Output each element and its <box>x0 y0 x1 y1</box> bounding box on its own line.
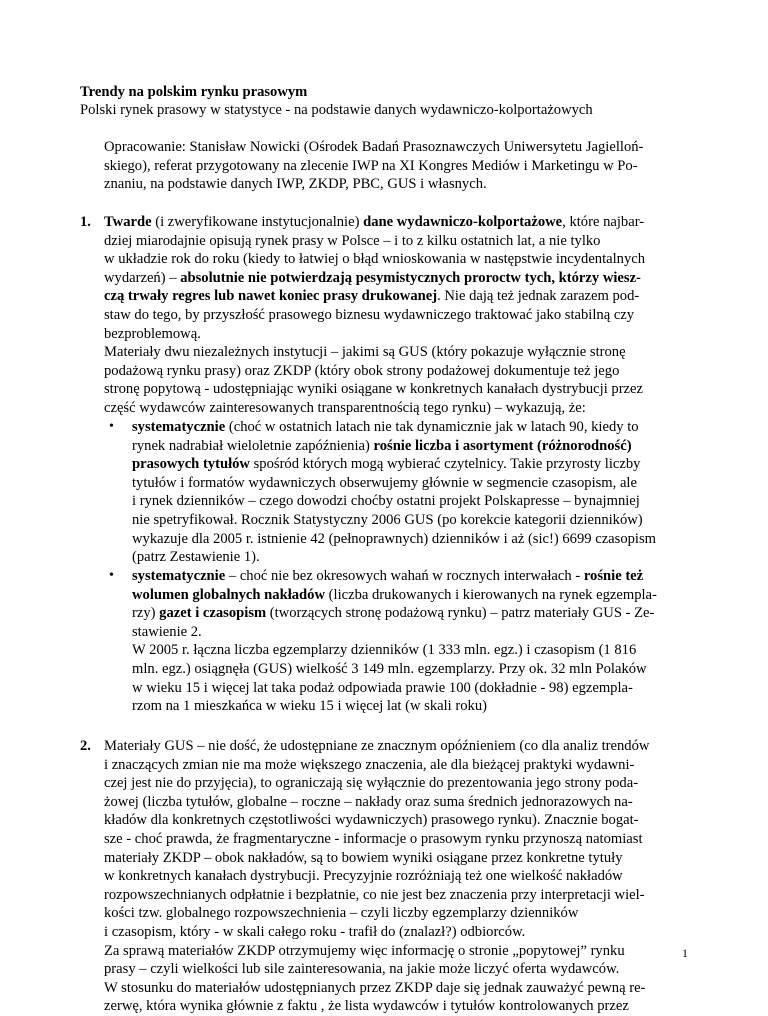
paragraph-line: sze - choć prawda, że fragmentaryczne - informacje o prasowym rynku przynoszą natomiast <box>104 830 643 847</box>
paragraph-line: Za sprawą materiałów ZKDP otrzymujemy więc informację o stronie „popytowej” rynku <box>104 942 625 959</box>
paragraph-line: dziej miarodajnie opisują rynek prasy w Polsce – i to z kilku ostatnich lat, a nie tylko <box>104 232 601 249</box>
bullet-body <box>132 418 712 567</box>
emphasis: wolumen globalnych nakładów <box>132 586 326 603</box>
paragraph-line: rozpowszechnianych odpłatnie i bezpłatnie, co nie jest bez znaczenia przy interpretacji wiel- <box>104 886 645 903</box>
bullet-line: stawienie 2. <box>132 623 202 640</box>
paragraph-line: w konkretnych kanałach dystrybucji. Precyzyjnie rozróżniają też one wielkość nakładów <box>104 868 623 885</box>
text-run: rzy) <box>132 605 160 622</box>
emphasis: rośnie też <box>583 568 644 584</box>
section-body <box>104 213 704 418</box>
bullet-icon: • <box>109 568 114 583</box>
paragraph-line: podażową rynku prasy) oraz ZKDP (który obok strony podażowej dokumentuje też jego <box>104 362 620 379</box>
text-run: , które najbar- <box>562 214 645 230</box>
bullet-line <box>132 437 712 456</box>
paragraph-line: w układzie rok do roku (kiedy to łatwiej o błąd wnioskowania w następstwie incydentalnych <box>104 251 646 268</box>
emphasis: dane wydawniczo-kolportażowe <box>363 214 563 230</box>
paragraph-line: stronę popytową - udostępniając wyniki osiągane w konkretnych kanałach dystrybucji przez <box>104 381 643 398</box>
author-line: Opracowanie: Stanisław Nowicki (Ośrodek Badań Prasoznawczych Uniwersytetu Jagielloń- <box>104 139 644 155</box>
bullet-line: tytułów i formatów wydawniczych obserwujemy głównie w segmencie czasopism, ale <box>132 474 637 491</box>
bullet-line: w wieku 15 i więcej lat taka podaż odpowiada prawie 100 (dokładnie - 98) egzempla- <box>132 679 633 696</box>
text-run: rynek nadrabiał wieloletnie zapóźnienia) <box>132 437 374 454</box>
text-run: wydarzeń) – <box>104 269 181 286</box>
emphasis: Twarde <box>104 214 152 230</box>
paragraph-line: kładów dla konkretnych częstotliwości wydawniczych) prasowego rynku). Znacznie bogat- <box>104 812 639 829</box>
paragraph-line: czej jest nie do przyjęcia), to ograniczają się wyłącznie do prezentowania jego strony poda- <box>104 775 639 792</box>
paragraph-line: bezproblemową. <box>104 325 201 342</box>
author-line: znaniu, na podstawie danych IWP, ZKDP, PBC, GUS i własnych. <box>104 176 487 193</box>
text-run: (choć w ostatnich latach nie tak dynamicznie jak w latach 90, kiedy to <box>225 419 639 435</box>
paragraph-line: zerwę, która wynika głównie z faktu , że lista wydawców i tytułów kontrolowanych przez <box>104 998 629 1015</box>
emphasis: gazet i czasopism <box>159 605 267 622</box>
text-run: . Nie dają też jednak zarazem pod- <box>437 288 640 305</box>
document-title: Trendy na polskim rynku prasowym <box>80 84 308 100</box>
bullet-line: wykazuje dla 2005 r. istnienie 42 (pełnoprawnych) dzienników i aż (sic!) 6699 czasopism <box>132 530 657 547</box>
paragraph-line: prasy – czyli wielkości lub sile zainteresowania, na jakie może liczyć oferta wydawców. <box>104 961 620 978</box>
text-run: (liczba drukowanych i kierowanych na rynek egzempla- <box>325 586 657 603</box>
emphasis: systematycznie <box>132 568 226 584</box>
paragraph-line: i znaczących zmian nie ma może większego znaczenia, ale dla bieżącej praktyki wydawni- <box>104 756 635 773</box>
text-run: (tworzących stronę podażową rynku) – patrz materiały GUS - Ze- <box>266 605 655 622</box>
text-run: (i zweryfikowane instytucjonalnie) <box>151 214 364 230</box>
paragraph-line: część wydawców zainteresowanych transparentnością tego rynku) – wykazują, że: <box>104 399 586 416</box>
emphasis: prasowych tytułów <box>132 456 250 473</box>
author-note <box>104 138 704 194</box>
emphasis: rośnie liczba i asortyment (różnorodność) <box>373 437 632 454</box>
bullet-line: nie spetryfikował. Rocznik Statystyczny 2006 GUS (po korekcie kategorii dzienników) <box>132 511 643 528</box>
section-number: 1. <box>80 214 91 230</box>
document-subtitle: Polski rynek prasowy w statystyce - na podstawie danych wydawniczo-kolportażowych <box>80 102 593 118</box>
section-number: 2. <box>80 738 91 754</box>
bullet-line <box>132 567 712 586</box>
paragraph-line <box>104 287 704 306</box>
emphasis: systematycznie <box>132 419 226 435</box>
bullet-icon: • <box>109 419 114 434</box>
paragraph-line: Materiały dwu niezależnych instytucji – jakimi są GUS (który pokazuje wyłącznie stronę <box>104 344 626 361</box>
paragraph-line: żowej (liczba tytułów, globalne – roczne – nakłady oraz suma średnich jednorazowych na- <box>104 793 633 810</box>
text-run: spośród których mogą wybierać czytelnicy. Takie przyrosty liczby <box>249 456 641 473</box>
paragraph-line: materiały ZKDP – obok nakładów, są to bowiem wyniki osiągane przez konkretne tytuły <box>104 849 623 866</box>
paragraph-line: W stosunku do materiałów udostępnianych przez ZKDP daje się jednak zauważyć pewną re- <box>104 979 646 996</box>
author-line: skiego), referat przygotowany na zlecenie IWP na XI Kongres Mediów i Marketingu w Po- <box>104 157 638 174</box>
paragraph-line <box>104 213 704 232</box>
bullet-line <box>132 586 712 605</box>
bullet-line <box>132 455 712 474</box>
paragraph-line: Materiały GUS – nie dość, że udostępniane ze znacznym opóźnieniem (co dla analiz trendów <box>104 738 650 754</box>
page-number: 1 <box>682 946 688 960</box>
paragraph-line: kości tzw. globalnego rozpowszechnienia – czyli liczby egzemplarzy dzienników <box>104 905 579 922</box>
paragraph-line: i czasopism, który - w skali całego roku - trafił do (znalazł?) odbiorców. <box>104 923 526 940</box>
emphasis: absolutnie nie potwierdzają pesymistycznych proroctw tych, którzy wiesz- <box>180 269 641 286</box>
bullet-line: W 2005 r. łączna liczba egzemplarzy dzienników (1 333 mln. egz.) i czasopism (1 816 <box>132 642 637 659</box>
paragraph-line: staw do tego, by przyszłość prasowego biznesu wydawniczego traktować jako stabilną czy <box>104 306 635 323</box>
bullet-line <box>132 604 712 623</box>
bullet-line: rzom na 1 mieszkańca w wieku 15 i więcej lat (w skali roku) <box>132 698 487 715</box>
bullet-line: mln. egz.) osiągnęła (GUS) wielkość 3 149 mln. egzemplarzy. Przy ok. 32 mln Polaków <box>132 660 647 677</box>
section-body <box>104 737 704 1016</box>
bullet-line: i rynek dzienników – czego dowodzi choćby ostatni projekt Polskapresse – bynajmniej <box>132 493 640 510</box>
bullet-body <box>132 567 712 716</box>
paragraph-line <box>104 269 704 288</box>
bullet-line <box>132 418 712 437</box>
text-run: – choć nie bez okresowych wahań w rocznych interwałach - <box>225 568 584 584</box>
emphasis: czą trwały regres lub nawet koniec prasy drukowanej <box>104 288 438 305</box>
bullet-line: (patrz Zestawienie 1). <box>132 549 260 566</box>
